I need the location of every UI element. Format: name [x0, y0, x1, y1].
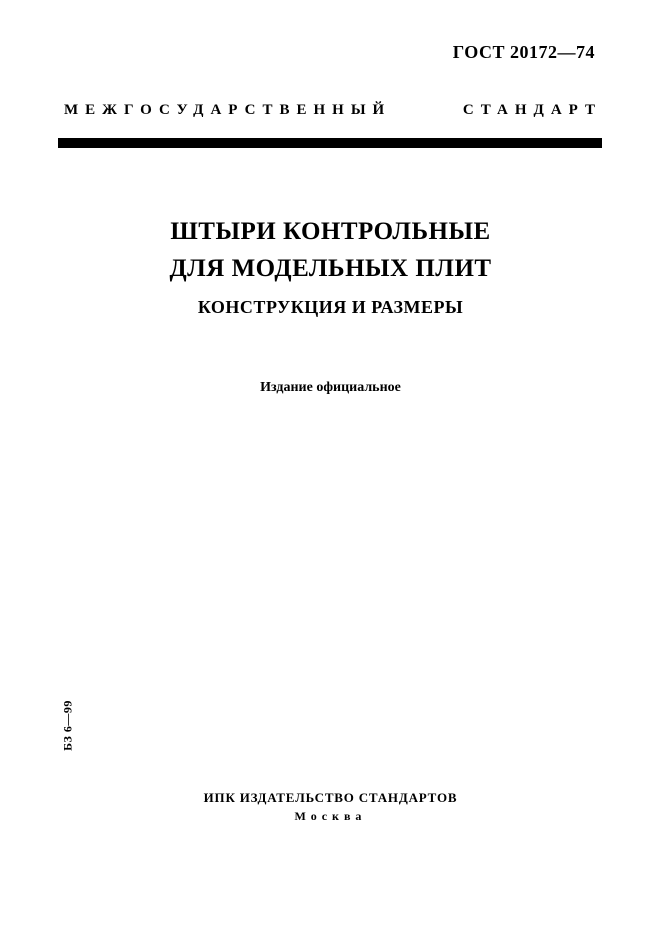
side-margin-code: БЗ 6—99: [60, 700, 75, 751]
standard-number: ГОСТ 20172—74: [452, 42, 595, 62]
title-line-2: ДЛЯ МОДЕЛЬНЫХ ПЛИТ: [169, 255, 492, 282]
document-subtitle: КОНСТРУКЦИЯ И РАЗМЕРЫ: [197, 297, 464, 317]
standard-category-band: [58, 102, 602, 119]
edition-note: Издание официальное: [260, 380, 401, 395]
title-line-1: ШТЫРИ КОНТРОЛЬНЫЕ: [170, 218, 491, 245]
category-word-interstate: МЕЖГОСУДАРСТВЕННЫЙ: [64, 102, 392, 118]
publisher-name: ИПК ИЗДАТЕЛЬСТВО СТАНДАРТОВ: [203, 790, 458, 805]
category-word-standard: СТАНДАРТ: [462, 102, 602, 118]
publisher-city: Москва: [294, 809, 367, 823]
header-rule-bar: [58, 138, 602, 148]
publisher-block: [0, 790, 661, 824]
document-title: [0, 213, 661, 287]
